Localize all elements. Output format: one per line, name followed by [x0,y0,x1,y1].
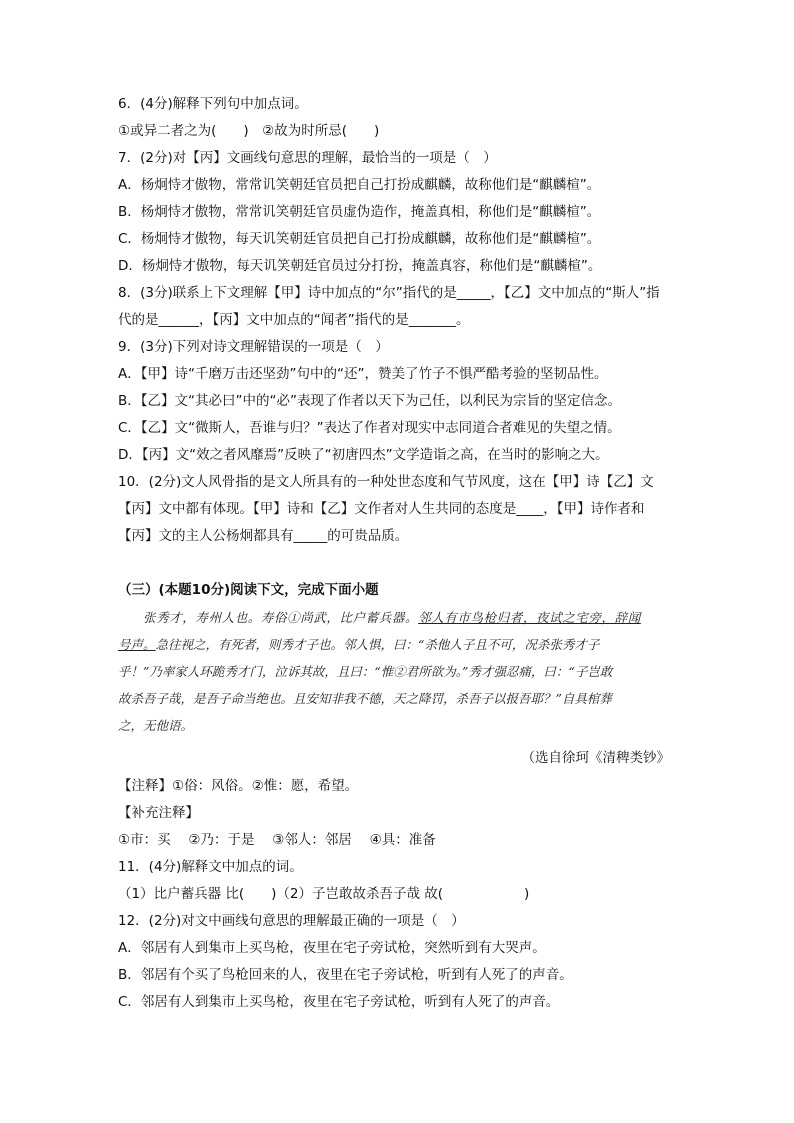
underlined-sentence-part2: 号声。 [118,637,156,652]
section3-heading: （三）(本题10分)阅读下文，完成下面小题 [118,582,379,598]
q12-option-c: C．邻居有人到集市上买鸟枪，夜里在宅子旁试枪，听到有人死了的声音。 [118,994,560,1010]
passage-line-5: 之，无他语。 [118,718,194,733]
passage-line-3: 乎！”乃率家人环跪秀才门，泣诉其故，且曰：“惟②君所欲为。”秀才强忍痛，曰：“子岂敢 [118,664,613,679]
passage-text: 急往视之，有死者，则秀才子也。邻人惧，曰：“杀他人子且不可，况杀张秀才子 [155,637,600,652]
q7-option-b: B．杨炯恃才傲物，常常讥笑朝廷官员虚伪造作，掩盖真相，称他们是“麒麟楦”。 [118,204,601,220]
q6-items: ①或异二者之为( ) ②故为时所忌( ) [118,123,380,139]
q10-prompt-line3: 【丙】文的主人公杨炯都具有_____的可贵品质。 [118,528,409,544]
q10-prompt-line2: 【丙】文中都有体现。【甲】诗和【乙】文作者对人生共同的态度是____，【甲】诗作者和 [118,501,645,517]
classical-passage [118,604,674,739]
q11-prompt: 11．(4分)解释文中加点的词。 [118,859,303,875]
q7-option-c: C．杨炯恃才傲物，每天讥笑朝廷官员把自己打扮成麒麟，故称他们是“麒麟楦”。 [118,231,601,247]
supplementary-notes-title: 【补充注释】 [118,805,199,821]
q9-option-d: D．【丙】文“效之者风靡焉”反映了“初唐四杰”文学造诣之高，在当时的影响之大。 [118,447,609,463]
q12-option-a: A．邻居有人到集市上买鸟枪，夜里在宅子旁试枪，突然听到有大哭声。 [118,940,546,956]
passage-line-4: 故杀吾子哉，是吾子命当绝也。且安知非我不德，天之降罚，杀吾子以报吾耶？”自具棺葬 [118,691,612,706]
q8-prompt-line2: 代的是______，【丙】文中加点的“闻者”指代的是_______。 [118,312,470,328]
q7-option-d: D．杨炯恃才傲物，每天讥笑朝廷官员过分打扮，掩盖真容，称他们是“麒麟楦”。 [118,258,602,274]
q9-prompt: 9．(3分)下列对诗文理解错误的一项是（ ） [118,339,389,355]
passage-line-1 [118,604,674,631]
passage-text: 张秀才，寿州人也。寿俗①尚武，比户蓄兵器。 [143,610,419,625]
q6-prompt: 6．(4分)解释下列句中加点词。 [118,96,308,112]
q10-prompt-line1: 10．(2分)文人风骨指的是文人所具有的一种处世态度和气节风度，这在【甲】诗【乙】文 [118,474,654,490]
q7-option-a: A．杨炯恃才傲物，常常讥笑朝廷官员把自己打扮成麒麟，故称他们是“麒麟楦”。 [118,177,601,193]
q9-option-c: C．【乙】文“微斯人，吾谁与归？”表达了作者对现实中志同道合者难见的失望之情。 [118,420,621,436]
q9-option-a: A．【甲】诗“千磨万击还坚劲”句中的“还”，赞美了竹子不惧严酷考验的坚韧品性。 [118,366,608,382]
q8-prompt-line1: 8．(3分)联系上下文理解【甲】诗中加点的“尔”指代的是_____，【乙】文中加点的“斯人”指 [118,285,660,301]
q12-option-b: B．邻居有个买了鸟枪回来的人，夜里在宅子旁试枪，听到有人死了的声音。 [118,967,573,983]
q12-prompt: 12．(2分)对文中画线句意思的理解最正确的一项是（ ） [118,913,465,929]
q9-option-b: B．【乙】文“其必曰”中的“必”表现了作者以天下为己任，以利民为宗旨的坚定信念。 [118,393,621,409]
notes-line: 【注释】①俗：风俗。②惟：愿，希望。 [118,778,359,794]
q7-prompt: 7．(2分)对【丙】文画线句意思的理解，最恰当的一项是（ ） [118,150,497,166]
supplementary-notes-items: ①市：买 ②乃：于是 ③邻人：邻居 ④具：准备 [118,832,436,848]
underlined-sentence-part1: 邻人有市鸟枪归者，夜试之宅旁，辞闻 [418,610,641,625]
passage-source: （选自徐珂《清稗类钞》 [521,750,670,766]
q11-items: （1）比户蓄兵器 比( )（2）子岂敢故杀吾子哉 故( ) [118,886,530,902]
passage-line-2 [118,631,674,658]
